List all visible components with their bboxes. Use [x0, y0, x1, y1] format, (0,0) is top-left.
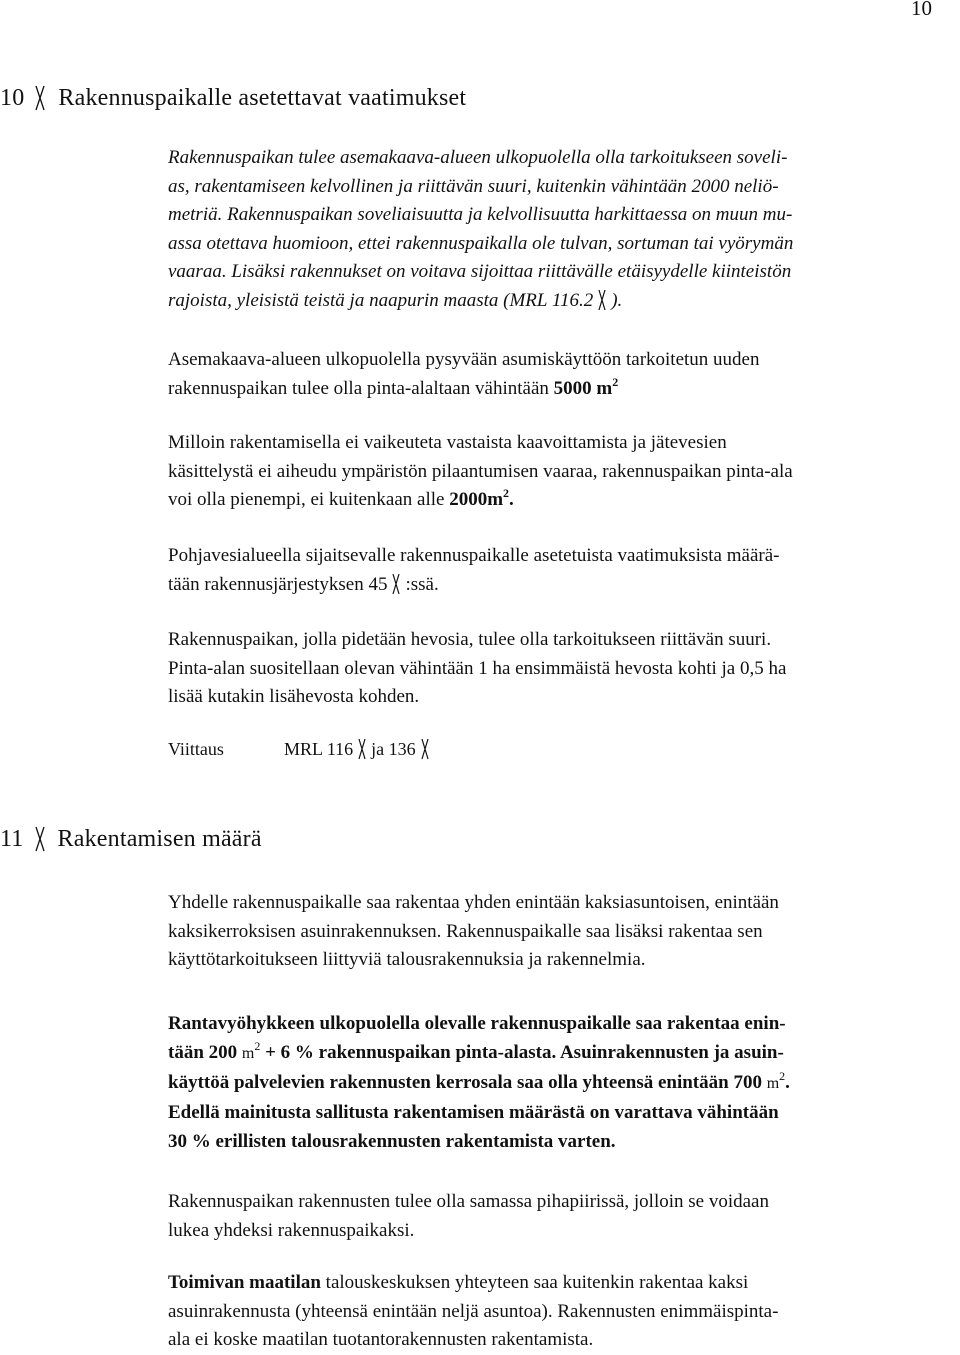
paragraph-min-area	[168, 346, 956, 403]
text-line	[168, 486, 956, 515]
section-sign-icon	[420, 738, 430, 760]
page-number: 10	[911, 0, 932, 20]
text-line: Rakennuspaikan tulee asemakaava-alueen ulkopuolella olla tarkoitukseen soveli-	[168, 147, 788, 168]
text-line: 30 % erillisten talousrakennusten rakentamista varten.	[168, 1131, 616, 1152]
italic-paragraph	[168, 144, 956, 315]
text-span: talouskeskuksen yhteyteen saa kuitenkin rakentaa kaksi	[320, 1272, 749, 1293]
bold-value: 2000m	[449, 489, 504, 510]
text-span: .	[509, 489, 514, 510]
reference-text: MRL 116	[284, 739, 354, 759]
text-line: Milloin rakentamisella ei vaikeuteta vastaista kaavoittamista ja jätevesien	[168, 432, 727, 453]
text-span: :ssä.	[405, 573, 439, 595]
text-span: käyttöä palvelevien rakennusten kerrosala saa olla yhteensä enintään 700	[168, 1072, 767, 1093]
text-line: asuinrakennusta (yhteensä enintään neljä asuntoa). Rakennusten enimmäispinta-	[168, 1300, 779, 1322]
text-line: käyttötarkoitukseen liittyviä talousrakennuksia ja rakennelmia.	[168, 949, 646, 970]
text-line: Asemakaava-alueen ulkopuolella pysyvään asumiskäyttöön tarkoitetun uuden	[168, 349, 760, 370]
text-span: rakennuspaikan tulee olla pinta-alaltaan vähintään	[168, 377, 554, 399]
text-span: tään rakennusjärjestyksen 45	[168, 573, 388, 595]
paragraph-farm	[168, 1269, 956, 1355]
superscript: 2	[779, 1069, 786, 1083]
text-line	[168, 1038, 956, 1068]
section-sign-icon	[597, 289, 607, 311]
text-line	[168, 287, 956, 316]
text-span: .	[785, 1072, 790, 1093]
text-line	[168, 571, 956, 600]
paragraph-horses	[168, 626, 956, 712]
text-span: tään 200	[168, 1042, 242, 1063]
unit: m	[241, 1045, 255, 1062]
section-sign-icon	[391, 573, 401, 595]
text-line: käsittelystä ei aiheudu ympäristön pilaantumisen vaaraa, rakennuspaikan pinta-ala	[168, 460, 793, 482]
text-line: lisää kutakin lisähevosta kohden.	[168, 686, 420, 707]
text-line: lukea yhdeksi rakennuspaikaksi.	[168, 1219, 415, 1241]
text-line: metriä. Rakennuspaikan soveliaisuutta ja kelvollisuutta harkittaessa on muun mu-	[168, 204, 793, 225]
section-10-heading	[0, 85, 466, 112]
reference-text: ja 136	[371, 739, 416, 759]
text-line	[168, 1269, 956, 1298]
text-line: Rakennuspaikan, jolla pidetään hevosia, tulee olla tarkoitukseen riittävän suuri.	[168, 629, 772, 650]
text-line: as, rakentamiseen kelvollinen ja riittävän suuri, kuitenkin vähintään 2000 neliö-	[168, 175, 779, 197]
text-line: vaaraa. Lisäksi rakennukset on voitava sijoittaa riittävälle etäisyydelle kiinteistön	[168, 261, 792, 282]
text-line: Yhdelle rakennuspaikalle saa rakentaa yhden enintään kaksiasuntoisen, enintään	[168, 892, 779, 913]
text-line: Pinta-alan suositellaan olevan vähintään 1 ha ensimmäistä hevosta kohti ja 0,5 ha	[168, 657, 787, 679]
section-number: 10	[0, 85, 25, 111]
section-11-heading	[0, 826, 262, 853]
text-span: voi olla pienempi, ei kuitenkaan alle	[168, 489, 450, 510]
paragraph-yard	[168, 1188, 956, 1245]
section-title: Rakentamisen määrä	[57, 826, 262, 852]
text-line: Edellä mainitusta sallitusta rakentamisen määrästä on varattava vähintään	[168, 1102, 779, 1123]
section-sign-icon	[34, 85, 46, 111]
text-span: rajoista, yleisistä teistä ja naapurin maasta (MRL 116.2	[168, 289, 594, 311]
superscript: 2	[503, 486, 510, 500]
reference-line	[168, 738, 434, 760]
text-span: + 6 % rakennuspaikan pinta-alasta. Asuinrakennusten ja asuin-	[260, 1042, 784, 1063]
text-line	[168, 1068, 956, 1098]
paragraph-smaller-plot	[168, 429, 956, 515]
text-span: ).	[611, 289, 623, 311]
text-line: ala ei koske maatilan tuotantorakennusten rakentamista.	[168, 1329, 594, 1350]
bold-term: Toimivan maatilan	[168, 1272, 321, 1293]
section-title: Rakennuspaikalle asetettavat vaatimukset	[58, 85, 467, 111]
bold-value: 5000 m	[553, 377, 613, 399]
text-line: Rantavyöhykkeen ulkopuolella olevalle rakennuspaikalle saa rakentaa enin-	[168, 1013, 786, 1034]
section-sign-icon	[34, 826, 46, 852]
reference-label: Viittaus	[168, 739, 224, 759]
text-line: kaksikerroksisen asuinrakennuksen. Rakennuspaikalle saa lisäksi rakentaa sen	[168, 920, 763, 942]
superscript: 2	[254, 1039, 261, 1053]
text-line: assa otettava huomioon, ettei rakennuspaikalla ole tulvan, sortuman tai vyörymän	[168, 232, 794, 254]
text-line: Rakennuspaikan rakennusten tulee olla samassa pihapiirissä, jolloin se voidaan	[168, 1191, 769, 1212]
unit: m	[766, 1075, 780, 1092]
superscript: 2	[612, 374, 619, 389]
section-sign-icon	[357, 738, 367, 760]
text-line: Pohjavesialueella sijaitsevalle rakennuspaikalle asetetuista vaatimuksista määrä-	[168, 545, 780, 566]
paragraph-one-building	[168, 889, 956, 975]
bold-paragraph-building-limits	[168, 1009, 956, 1156]
section-number: 11	[0, 826, 24, 852]
text-line	[168, 375, 956, 404]
paragraph-groundwater	[168, 542, 956, 599]
